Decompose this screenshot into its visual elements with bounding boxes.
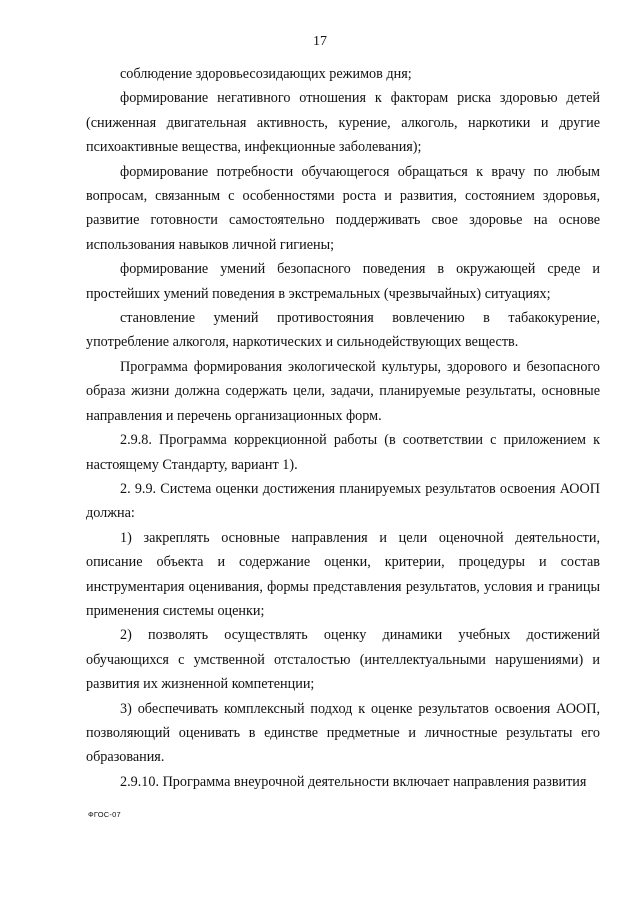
paragraph-item-3: 3) обеспечивать комплексный подход к оценке результатов освоения АООП, позволяющий оценивать в единстве предметные и личностные результаты его образования. [86, 700, 600, 766]
paragraph-section-2-9-9: 2. 9.9. Система оценки достижения планируемых результатов освоения АООП должна: [86, 480, 600, 522]
page-number: 17 [313, 34, 327, 49]
paragraph-safe-behavior: формирование умений безопасного поведения в окружающей среде и простейших умений поведения в экстремальных (чрезвычайных) ситуациях; [86, 261, 600, 302]
paragraph-health-regimes: соблюдение здоровьесозидающих режимов дня; [120, 66, 412, 82]
paragraph-item-1: 1) закреплять основные направления и цели оценочной деятельности, описание объекта и содержание оценки, критерии, процедуры и состав инструментария оценивания, формы представления результатов, условия и границы применения системы оценки; [86, 529, 600, 619]
paragraph-ecology-program: Программа формирования экологической культуры, здорового и безопасного образа жизни должна содержать цели, задачи, планируемые результаты, основные направления и перечень организационных форм. [86, 358, 600, 424]
paragraph-section-2-9-8: 2.9.8. Программа коррекционной работы (в соответствии с приложением к настоящему Стандарту, вариант 1). [86, 432, 600, 473]
footer-code: ФГОС-07 [88, 810, 121, 819]
paragraph-doctor-need: формирование потребности обучающегося обращаться к врачу по любым вопросам, связанным с особенностями роста и развития, состоянием здоровья, развитие готовности самостоятельно поддерживать свое здоровье на основе использования навыков личной гигиены; [86, 163, 600, 253]
paragraph-item-2: 2) позволять осуществлять оценку динамики учебных достижений обучающихся с умственной отсталостью (интеллектуальными нарушениями) и развития их жизненной компетенции; [86, 627, 600, 693]
paragraph-resistance-skills: становление умений противостояния вовлечению в табакокурение, употребление алкоголя, наркотических и сильнодействующих веществ. [86, 310, 600, 351]
paragraph-section-2-9-10: 2.9.10. Программа внеурочной деятельности включает направления развития [120, 773, 587, 790]
paragraph-risk-factors: формирование негативного отношения к факторам риска здоровью детей (сниженная двигательная активность, курение, алкоголь, наркотики и другие психоактивные вещества, инфекционные заболевания); [86, 90, 600, 156]
document-body [86, 62, 600, 794]
